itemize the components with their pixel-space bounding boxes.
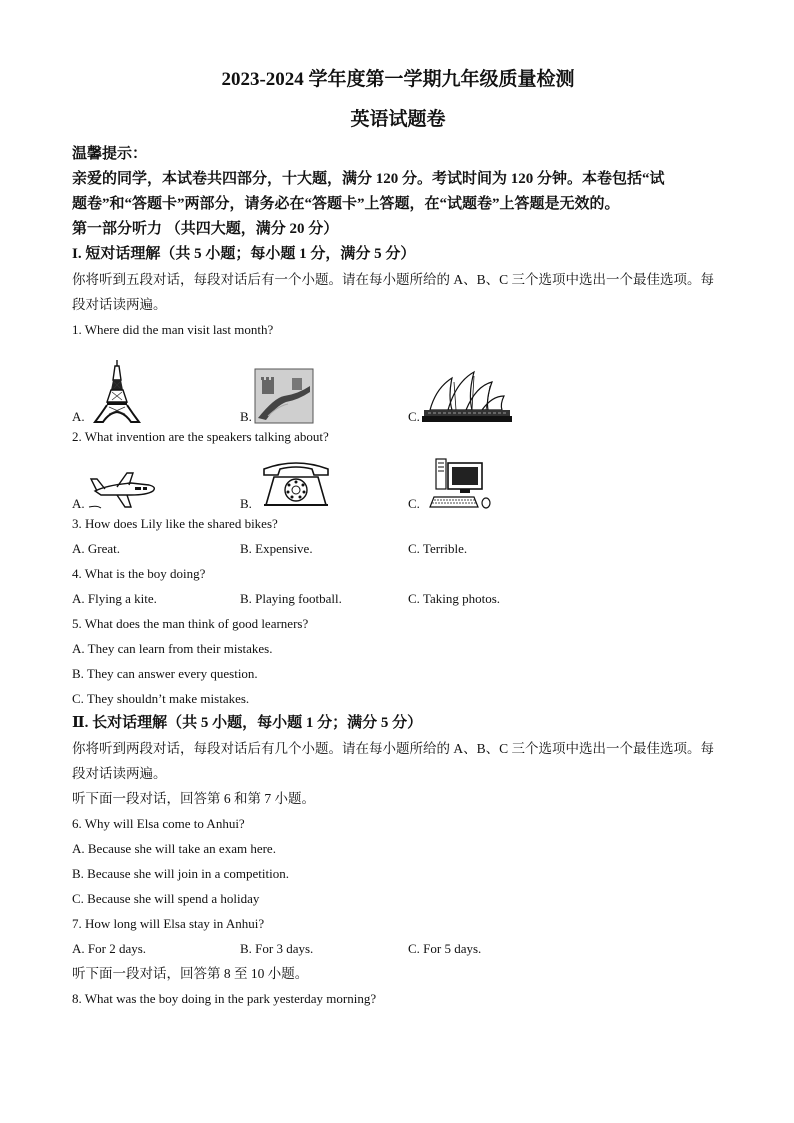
exam-title: 2023-2024 学年度第一学期九年级质量检测 [221, 69, 575, 90]
option-a: A. For 2 days. [72, 941, 147, 956]
exam-page [72, 68, 724, 1011]
option-a: A. They can learn from their mistakes. [72, 641, 273, 656]
telephone-icon [254, 457, 338, 511]
option-label: B. [240, 409, 252, 424]
question-2: 2. What invention are the speakers talking about? [72, 429, 329, 444]
question-6: 6. Why will Elsa come to Anhui? [72, 816, 245, 831]
option-b: B. They can answer every question. [72, 666, 258, 681]
question-4-options [72, 586, 724, 611]
question-1-option-c [408, 368, 512, 424]
question-2-option-b [240, 457, 408, 511]
sydney-opera-house-icon [422, 368, 512, 424]
option-c: C. Because she will spend a holiday [72, 891, 260, 906]
section2-instruction-1: 你将听到两段对话，每段对话后有几个小题。请在每小题所给的 A、B、C 三个选项中选出一个最佳选项。每 [72, 741, 715, 756]
dialog-2-note: 听下面一段对话，回答第 8 至 10 小题。 [72, 966, 309, 981]
option-c: C. For 5 days. [408, 941, 482, 956]
exam-subtitle: 英语试题卷 [350, 109, 446, 130]
part1-heading: 第一部分听力 （共四大题，满分 20 分） [72, 221, 339, 237]
question-1: 1. Where did the man visit last month? [72, 322, 274, 337]
question-1-options [72, 342, 724, 424]
question-8: 8. What was the boy doing in the park yesterday morning? [72, 991, 377, 1006]
option-b: B. Because she will join in a competition. [72, 866, 289, 881]
airplane-icon [87, 467, 159, 511]
option-b: B. Expensive. [240, 541, 313, 556]
question-2-option-c [408, 457, 494, 511]
computer-icon [422, 457, 494, 511]
option-a: A. Flying a kite. [72, 591, 157, 606]
option-label: B. [240, 496, 252, 511]
notice-line-1: 亲爱的同学，本试卷共四部分，十大题，满分 120 分。考试时间为 120 分钟。本卷包括“试 [72, 171, 665, 187]
question-2-options [72, 449, 724, 511]
question-1-option-b [240, 368, 408, 424]
question-7: 7. How long will Elsa stay in Anhui? [72, 916, 265, 931]
section1-heading: I. 短对话理解（共 5 小题；每小题 1 分，满分 5 分） [72, 246, 416, 262]
section1-instruction-2: 段对话读两遍。 [72, 297, 167, 312]
option-c: C. Terrible. [408, 541, 468, 556]
section2-heading: Ⅱ. 长对话理解（共 5 小题，每小题 1 分；满分 5 分） [72, 715, 423, 731]
question-3-options [72, 536, 724, 561]
notice-line-2: 题卷”和“答题卡”两部分，请务必在“答题卡”上答题，在“试题卷”上答题是无效的。 [72, 196, 620, 212]
option-c: C. Taking photos. [408, 591, 501, 606]
section2-instruction-2: 段对话读两遍。 [72, 766, 167, 781]
option-b: B. For 3 days. [240, 941, 314, 956]
question-1-option-a [72, 358, 240, 424]
option-a: A. Great. [72, 541, 121, 556]
question-3: 3. How does Lily like the shared bikes? [72, 516, 278, 531]
option-a: A. Because she will take an exam here. [72, 841, 276, 856]
notice-heading: 温馨提示： [72, 146, 148, 162]
option-c: C. They shouldn’t make mistakes. [72, 691, 250, 706]
question-2-option-a [72, 467, 240, 511]
great-wall-icon [254, 368, 314, 424]
question-5: 5. What does the man think of good learners? [72, 616, 309, 631]
option-label: C. [408, 409, 420, 424]
question-4: 4. What is the boy doing? [72, 566, 206, 581]
section1-instruction-1: 你将听到五段对话，每段对话后有一个小题。请在每小题所给的 A、B、C 三个选项中选出一个最佳选项。每 [72, 272, 715, 287]
dialog-1-note: 听下面一段对话，回答第 6 和第 7 小题。 [72, 791, 315, 806]
option-b: B. Playing football. [240, 591, 342, 606]
option-label: A. [72, 496, 85, 511]
question-7-options [72, 936, 724, 961]
option-label: C. [408, 496, 420, 511]
option-label: A. [72, 409, 85, 424]
eiffel-tower-icon [87, 358, 147, 424]
